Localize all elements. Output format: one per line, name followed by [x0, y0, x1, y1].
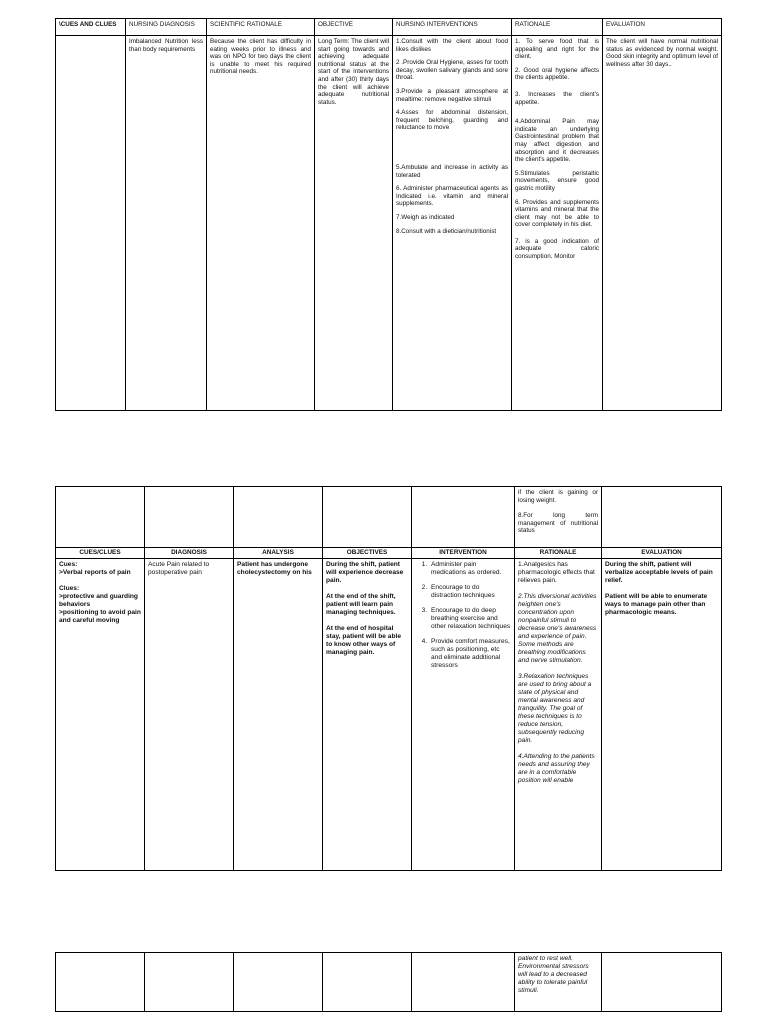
- header-rationale: RATIONALE: [512, 19, 603, 36]
- intervention-item: 5.Ambulate and increase in activity as tolerated: [396, 163, 508, 179]
- objective-cell: Long Term: The client will start going towards and achieving adequate nutritional status at the start of the interventions and after (30) thirty days the client will achieve adequate nutritional status.: [315, 36, 393, 411]
- diagnosis-cell: Acute Pain related to postoperative pain: [145, 559, 234, 871]
- intervention-item: 1.Consult with the client about food likes dislikes: [396, 38, 508, 53]
- continuation-row: [56, 487, 722, 548]
- empty-cell: [145, 953, 234, 1012]
- header-cues: \CUES AND CLUES: [56, 19, 126, 36]
- table-header-row: [56, 548, 722, 559]
- table-row: [56, 953, 722, 1012]
- empty-cell: [323, 953, 412, 1012]
- rationale-item: 3. Increases the client's appetite.: [515, 90, 599, 106]
- continued-rationale-cell: patient to rest well. Environmental stressors will lead to a decreased ability to tolerate painful stimuli.: [515, 953, 602, 1012]
- rationale-item: 1. To serve food that is appealing and right for the client.: [515, 38, 599, 61]
- pain-care-plan-continuation-table: [55, 952, 722, 1012]
- rationale-cell: [515, 559, 602, 871]
- interventions-cell: [393, 36, 512, 411]
- rationale-item: 3.Relaxation techniques are used to bring about a state of physical and mental awareness and tranquility. The goal of these techniques is to reduce tension, subsequently reducing pain.: [518, 673, 592, 744]
- header-objectives: OBJECTIVES: [323, 548, 412, 559]
- analysis-cell: Patient has undergone cholecystectomy on his: [234, 559, 323, 871]
- intervention-item: 4.Asses for abdominal distension, frequent belching, guarding and reluctance to move: [396, 109, 508, 132]
- header-cues: CUES/CLUES: [56, 548, 145, 559]
- rationale-item: 6. Provides and supplements vitamins and mineral that the client may not be able to cover completely in his diet.: [515, 198, 599, 229]
- rationale-item: 7. is a good indication of adequate caloric consumption. Monitor: [515, 237, 599, 261]
- header-intervention: INTERVENTION: [412, 548, 515, 559]
- intervention-item: 1. Administer pain medications as ordered.: [429, 561, 511, 577]
- table-header-row: [56, 19, 722, 36]
- header-analysis: ANALYSIS: [234, 548, 323, 559]
- empty-cell: [323, 487, 412, 548]
- rationale-item: 2.This diversional activities heighten one's concentration upon nonpainful stimuli to decrease one's awareness and experience of pain. Some methods are breathing modifications and nerve stimulation.: [518, 593, 597, 664]
- empty-cell: [56, 953, 145, 1012]
- objectives-cell: During the shift, patient will experience decrease pain. At the end of the shift, patient will learn pain managing techniques. At the end of hospital stay, patient will be able to know other ways of managing pain.: [323, 559, 412, 871]
- diagnosis-cell: Imbalanced Nutrition less than body requirements: [126, 36, 207, 411]
- intervention-item: 6. Administer pharmaceutical agents as Indicated i.e. vitamin and mineral supplements.: [396, 185, 508, 208]
- header-evaluation: EVALUATION: [602, 548, 722, 559]
- rationale-item: 5.Stimulates peristaltic movements, ensure good gastric motility: [515, 169, 599, 192]
- scientific-rationale-cell: Because the client has difficulty in eating weeks prior to illness and was on NPO for two days the client is unable to meet his required nutritional needs.: [207, 36, 315, 411]
- cues-cell: [56, 36, 126, 411]
- empty-cell: [602, 487, 722, 548]
- nutrition-care-plan-table: [55, 18, 722, 411]
- header-evaluation: EVALUATION: [603, 19, 722, 36]
- table-row: [56, 559, 722, 871]
- intervention-item: 2 .Provide Oral Hygiene, asses for tooth decay, swollen salivary glands and sore throat.: [396, 59, 508, 82]
- rationale-item: 1.Analgesics has pharmacologic effects that relieves pain.: [518, 561, 595, 584]
- evaluation-cell: During the shift, patient will verbalize acceptable levels of pain relief. Patient will be able to enumerate ways to manage pain other than pharmacologic means.: [602, 559, 722, 871]
- pain-care-plan-table: [55, 486, 722, 871]
- empty-cell: [56, 487, 145, 548]
- intervention-item: 3.Provide a pleasant atmosphere at mealtime: remove negative stimuli: [396, 87, 508, 103]
- intervention-item: 7.Weigh as indicated: [396, 213, 455, 221]
- rationale-item: 2. Good oral hygiene affects the clients appetite.: [515, 66, 599, 82]
- header-rationale: RATIONALE: [515, 548, 602, 559]
- interventions-cell: [412, 559, 515, 871]
- intervention-item: 4. Provide comfort measures, such as positioning, etc and eliminate additional stressors: [429, 638, 511, 670]
- header-interventions: NURSING INTERVENTIONS: [393, 19, 512, 36]
- header-scientific-rationale: SCIENTIFIC RATIONALE: [207, 19, 315, 36]
- intervention-item: 3. Encourage to do deep breathing exercise and other relaxation techniques: [429, 607, 511, 631]
- header-diagnosis: DIAGNOSIS: [145, 548, 234, 559]
- empty-cell: [234, 487, 323, 548]
- empty-cell: [412, 953, 515, 1012]
- cues-cell: Cues: >Verbal reports of pain Clues: >protective and guarding behaviors >positioning to avoid pain and careful moving: [56, 559, 145, 871]
- table-row: [56, 36, 722, 411]
- rationale-cell: [512, 36, 603, 411]
- evaluation-cell: The client will have normal nutritional status as evidenced by normal weight. Good skin integrity and optimum level of wellness after 30 days..: [603, 36, 722, 411]
- rationale-item: 4.Abdominal Pain may indicate an underlying Gastrointestinal problem that may affect digestion and absorption and it decreases the client's appetite.: [515, 118, 599, 164]
- empty-cell: [412, 487, 515, 548]
- empty-cell: [602, 953, 722, 1012]
- rationale-item: 4.Attending to the patients needs and assuring they are in a comfortable position will enable: [518, 753, 595, 784]
- empty-cell: [234, 953, 323, 1012]
- header-objective: OBJECTIVE: [315, 19, 393, 36]
- continued-rationale-cell: if the client is gaining or losing weight. 8.For long term management of nutritional status: [515, 487, 602, 548]
- intervention-item: 8.Consult with a dietician/nutritionist: [396, 227, 497, 235]
- empty-cell: [145, 487, 234, 548]
- intervention-item: 2. Encourage to do distraction techniques: [429, 584, 511, 600]
- header-diagnosis: NURSING DIAGNOSIS: [126, 19, 207, 36]
